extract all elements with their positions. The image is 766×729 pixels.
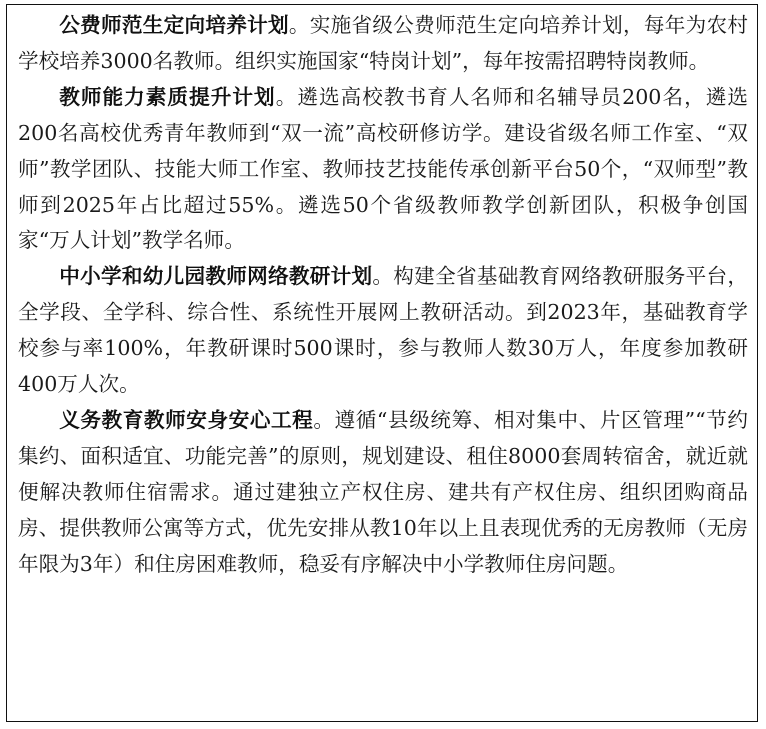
paragraph-online-research-plan: [18, 259, 748, 403]
paragraph-text: 。构建全省基础教育网络教研服务平台，全学段、全学科、综合性、系统性开展网上教研活动。到2023年，基础教育学校参与率100%，年教研课时500课时，参与教师人数30万人，年度参加教研400万人次。: [18, 264, 749, 397]
paragraph-text: 。实施省级公费师范生定向培养计划，每年为农村学校培养3000名教师。组织实施国家“特岗计划”，每年按需招聘特岗教师。: [18, 13, 749, 73]
paragraph-text: 。遵循“县级统筹、相对集中、片区管理”“节约集约、面积适宜、功能完善”的原则，规划建设、租住8000套周转宿舍，就近就便解决教师住宿需求。通过建独立产权住房、建共有产权住房、组织团购商品房、提供教师公寓等方式，优先安排从教10年以上且表现优秀的无房教师（无房年限为3年）和住房困难教师，稳妥有序解决中小学教师住房问题。: [18, 407, 748, 576]
paragraph-heading: 义务教育教师安身安心工程: [59, 407, 314, 432]
paragraph-ability-improvement-plan: [18, 80, 748, 260]
paragraph-teacher-training-plan: [18, 8, 748, 80]
document-body: [18, 8, 748, 583]
paragraph-text: 。遴选高校教书育人名师和名辅导员200名，遴选200名高校优秀青年教师到“双一流”高校研修访学。建设省级名师工作室、“双师”教学团队、技能大师工作室、教师技艺技能传承创新平台50个，“双师型”教师到2025年占比超过55%。遴选50个省级教师教学创新团队，积极争创国家“万人计划”教学名师。: [18, 84, 748, 253]
paragraph-heading: 教师能力素质提升计划: [59, 84, 276, 109]
paragraph-heading: 中小学和幼儿园教师网络教研计划: [59, 264, 373, 289]
paragraph-heading: 公费师范生定向培养计划: [59, 13, 289, 37]
paragraph-housing-project: [18, 403, 748, 583]
